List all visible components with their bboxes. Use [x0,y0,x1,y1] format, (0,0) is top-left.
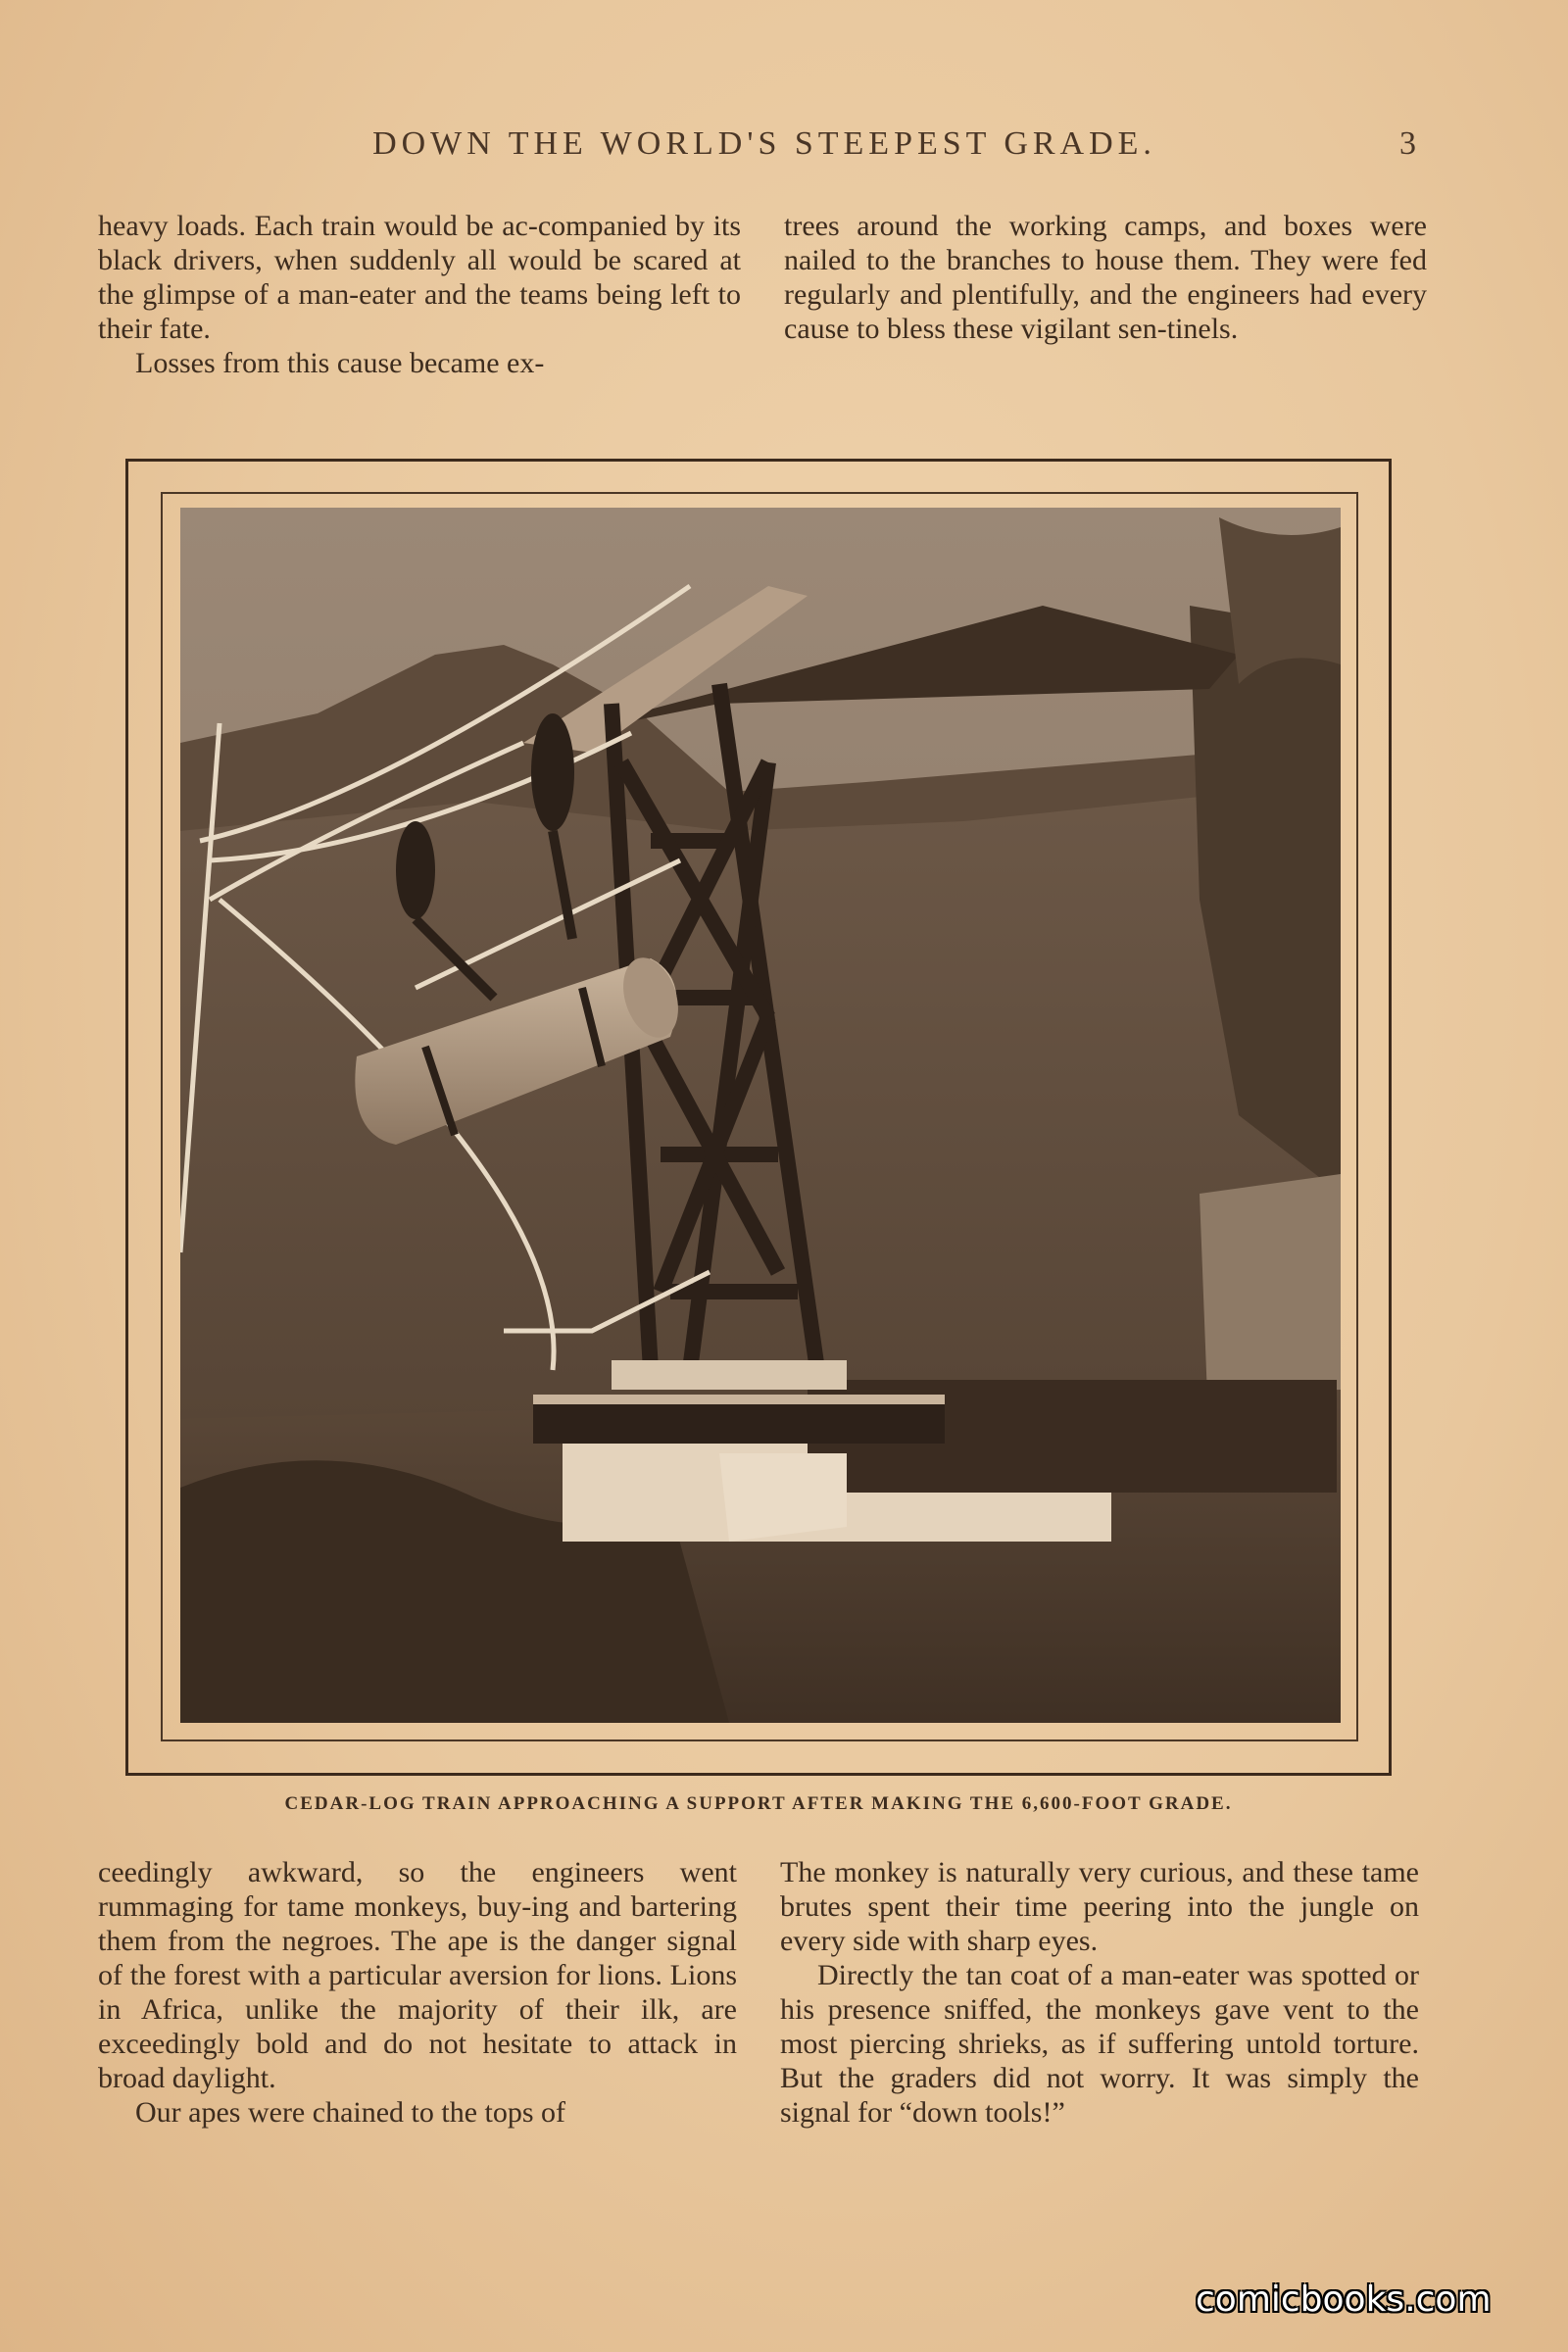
paragraph: heavy loads. Each train would be ac-companied by its black drivers, when suddenly all would be scared at the glimpse of a man-eater and the teams being left to their fate. [98,210,741,345]
page-number: 3 [1399,125,1416,162]
bottom-right-column [780,1855,1419,2130]
cableway-photograph [180,508,1341,1723]
site-watermark: comicbooks.com [1196,2279,1492,2320]
paragraph: ceedingly awkward, so the engineers went rummaging for tame monkeys, buy-ing and bartering them from the negroes. The ape is the danger signal of the forest with a particular aversion for lions. Lions in Africa, unlike the majority of their ilk, are exceedingly bold and do not hesitate to attack in broad daylight. [98,1856,737,2094]
bottom-left-column [98,1855,737,2130]
running-head: DOWN THE WORLD'S STEEPEST GRADE. [372,125,1156,162]
paragraph: Directly the tan coat of a man-eater was spotted or his presence sniffed, the monkeys gave vent to the most piercing shrieks, as if suffering untold torture. But the graders did not worry. It was simply the signal for “down tools!” [780,1959,1419,2129]
figure-caption: CEDAR-LOG TRAIN APPROACHING A SUPPORT AFTER MAKING THE 6,600-FOOT GRADE. [284,1793,1233,1814]
top-right-column [784,209,1427,346]
paragraph: trees around the working camps, and boxes were nailed to the branches to house them. They were fed regularly and plentifully, and the engineers had every cause to bless these vigilant sen-tinels. [784,210,1427,345]
paragraph: Losses from this cause became ex- [135,347,545,379]
top-left-column [98,209,741,380]
paragraph: Our apes were chained to the tops of [135,2096,566,2129]
paragraph: The monkey is naturally very curious, and these tame brutes spent their time peering into the jungle on every side with sharp eyes. [780,1856,1419,1957]
